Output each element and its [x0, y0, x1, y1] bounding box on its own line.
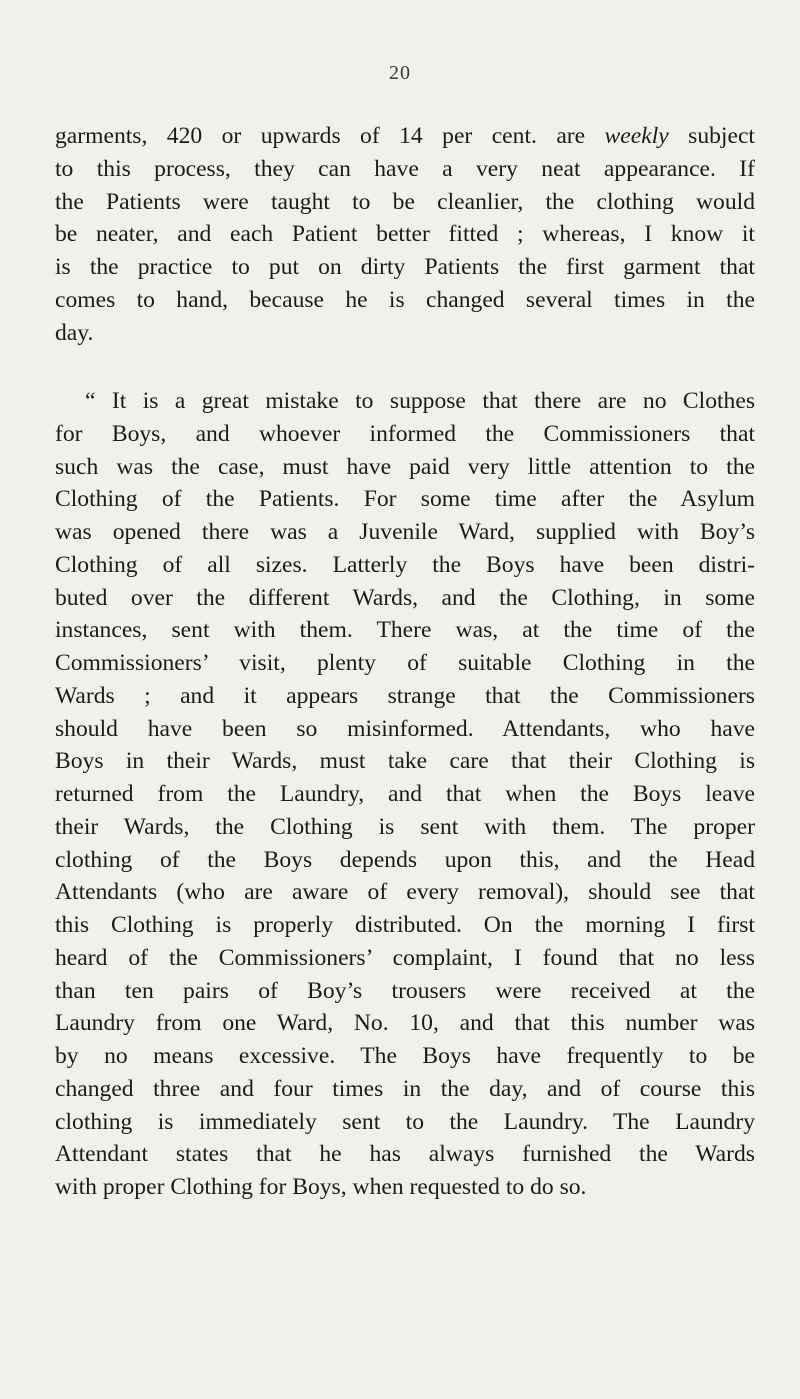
- text-line: was opened there was a Juvenile Ward, supplied with Boy’s: [55, 519, 755, 545]
- text-line: such was the case, must have paid very little attention to the: [55, 453, 755, 480]
- text-line: buted over the different Wards, and the Clothing, in some: [55, 584, 755, 611]
- text-line: day.: [55, 319, 94, 346]
- paragraph-garments: [55, 120, 755, 349]
- text-line: the Patients were taught to be cleanlier, the clothing would: [55, 188, 755, 215]
- text-run: garments, 420 or upwards of 14 per cent. are: [55, 123, 605, 149]
- text-line: Wards ; and it appears strange that the Commissioners: [55, 682, 755, 709]
- text-line: Attendant states that he has always furnished the Wards: [55, 1141, 755, 1168]
- text-line: for Boys, and whoever informed the Commissioners that: [55, 420, 755, 447]
- text-line: returned from the Laundry, and that when the Boys leave: [55, 781, 755, 807]
- text-line: is the practice to put on dirty Patients the first garment that: [55, 254, 755, 280]
- text-line: this Clothing is properly distributed. On the morning I first: [55, 912, 755, 938]
- text-line: than ten pairs of Boy’s trousers were received at the: [55, 977, 755, 1004]
- text-line: heard of the Commissioners’ complaint, I found that no less: [55, 944, 755, 971]
- text-run: subject: [668, 123, 755, 149]
- text-line: “ It is a great mistake to suppose that there are no Clothes: [85, 388, 755, 414]
- text-line: Clothing of all sizes. Latterly the Boys have been distri-: [55, 551, 755, 578]
- text-line: by no means excessive. The Boys have frequently to be: [55, 1043, 755, 1069]
- text-line: clothing of the Boys depends upon this, and the Head: [55, 846, 755, 873]
- text-line: clothing is immediately sent to the Laundry. The Laundry: [55, 1108, 755, 1135]
- emphasis-text: weekly: [604, 123, 669, 149]
- text-line: Commissioners’ visit, plenty of suitable Clothing in the: [55, 650, 755, 676]
- text-line: comes to hand, because he is changed several times in the: [55, 286, 755, 313]
- text-line: with proper Clothing for Boys, when requested to do so.: [55, 1174, 587, 1200]
- text-line: their Wards, the Clothing is sent with them. The proper: [55, 813, 755, 840]
- text-line: be neater, and each Patient better fitted ; whereas, I know it: [55, 221, 755, 248]
- paragraph-boys-clothing: [55, 385, 755, 1204]
- text-line: Clothing of the Patients. For some time after the Asylum: [55, 486, 755, 513]
- text-line: should have been so misinformed. Attendants, who have: [55, 715, 755, 742]
- text-line: [55, 120, 755, 153]
- text-line: to this process, they can have a very neat appearance. If: [55, 155, 755, 182]
- text-line: changed three and four times in the day, and of course this: [55, 1075, 755, 1102]
- text-line: Laundry from one Ward, No. 10, and that this number was: [55, 1010, 755, 1037]
- text-line: Boys in their Wards, must take care that their Clothing is: [55, 748, 755, 775]
- text-line: instances, sent with them. There was, at the time of the: [55, 617, 755, 644]
- text-line: Attendants (who are aware of every removal), should see that: [55, 879, 755, 906]
- page-number: 20: [389, 62, 411, 84]
